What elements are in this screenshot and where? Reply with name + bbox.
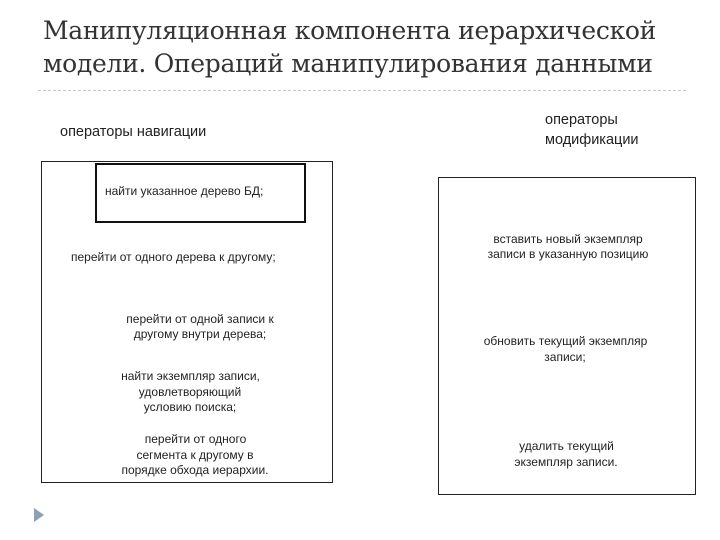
title-divider [38,90,686,91]
navigation-heading: операторы навигации [60,124,207,140]
nav-item-text-line2: сегмента к другому в [136,448,254,462]
slide-title [43,14,703,80]
nav-item-text-line3: условию поиска; [143,400,237,414]
nav-item-text: найти указанное дерево БД; [105,184,264,198]
nav-item-text-line1: перейти от одного [144,432,247,446]
mod-item-delete [466,439,666,470]
mod-item-text-line2: записи в указанную позицию [487,247,649,261]
nav-item-text-line2: удовлетворяющий [138,385,242,399]
modification-heading-line1: операторы [545,112,618,128]
nav-item-text-line2: другому внутри дерева; [133,327,267,341]
nav-item-text-line1: перейти от одной записи к [126,312,274,326]
mod-item-text-line1: вставить новый экземпляр [493,232,643,246]
mod-item-text-line1: удалить текущий [519,439,614,453]
nav-item-next-segment [100,432,290,478]
nav-item-text: перейти от одного дерева к другому; [71,250,276,264]
mod-item-insert [468,232,668,262]
triangle-arrow-icon[interactable] [34,508,44,522]
mod-item-update [455,334,675,365]
mod-item-text-line2: экземпляр записи. [514,455,618,469]
mod-item-text-line2: записи; [544,350,586,364]
slide-title-line2: модели. Операций манипулирования данными [43,49,653,78]
nav-item-next-record [105,312,295,342]
slide-title-line1: Манипуляционная компонента иерархической [43,16,657,45]
nav-item-find-record [95,369,285,415]
nav-item-find-tree [104,184,304,200]
nav-item-text-line3: порядке обхода иерархии. [121,463,269,477]
modification-heading [545,110,695,150]
nav-item-next-tree [70,250,332,266]
mod-item-text-line1: обновить текущий экземпляр [483,334,648,348]
nav-item-text-line1: найти экземпляр записи, [121,369,260,383]
modification-heading-line2: модификации [545,132,639,148]
